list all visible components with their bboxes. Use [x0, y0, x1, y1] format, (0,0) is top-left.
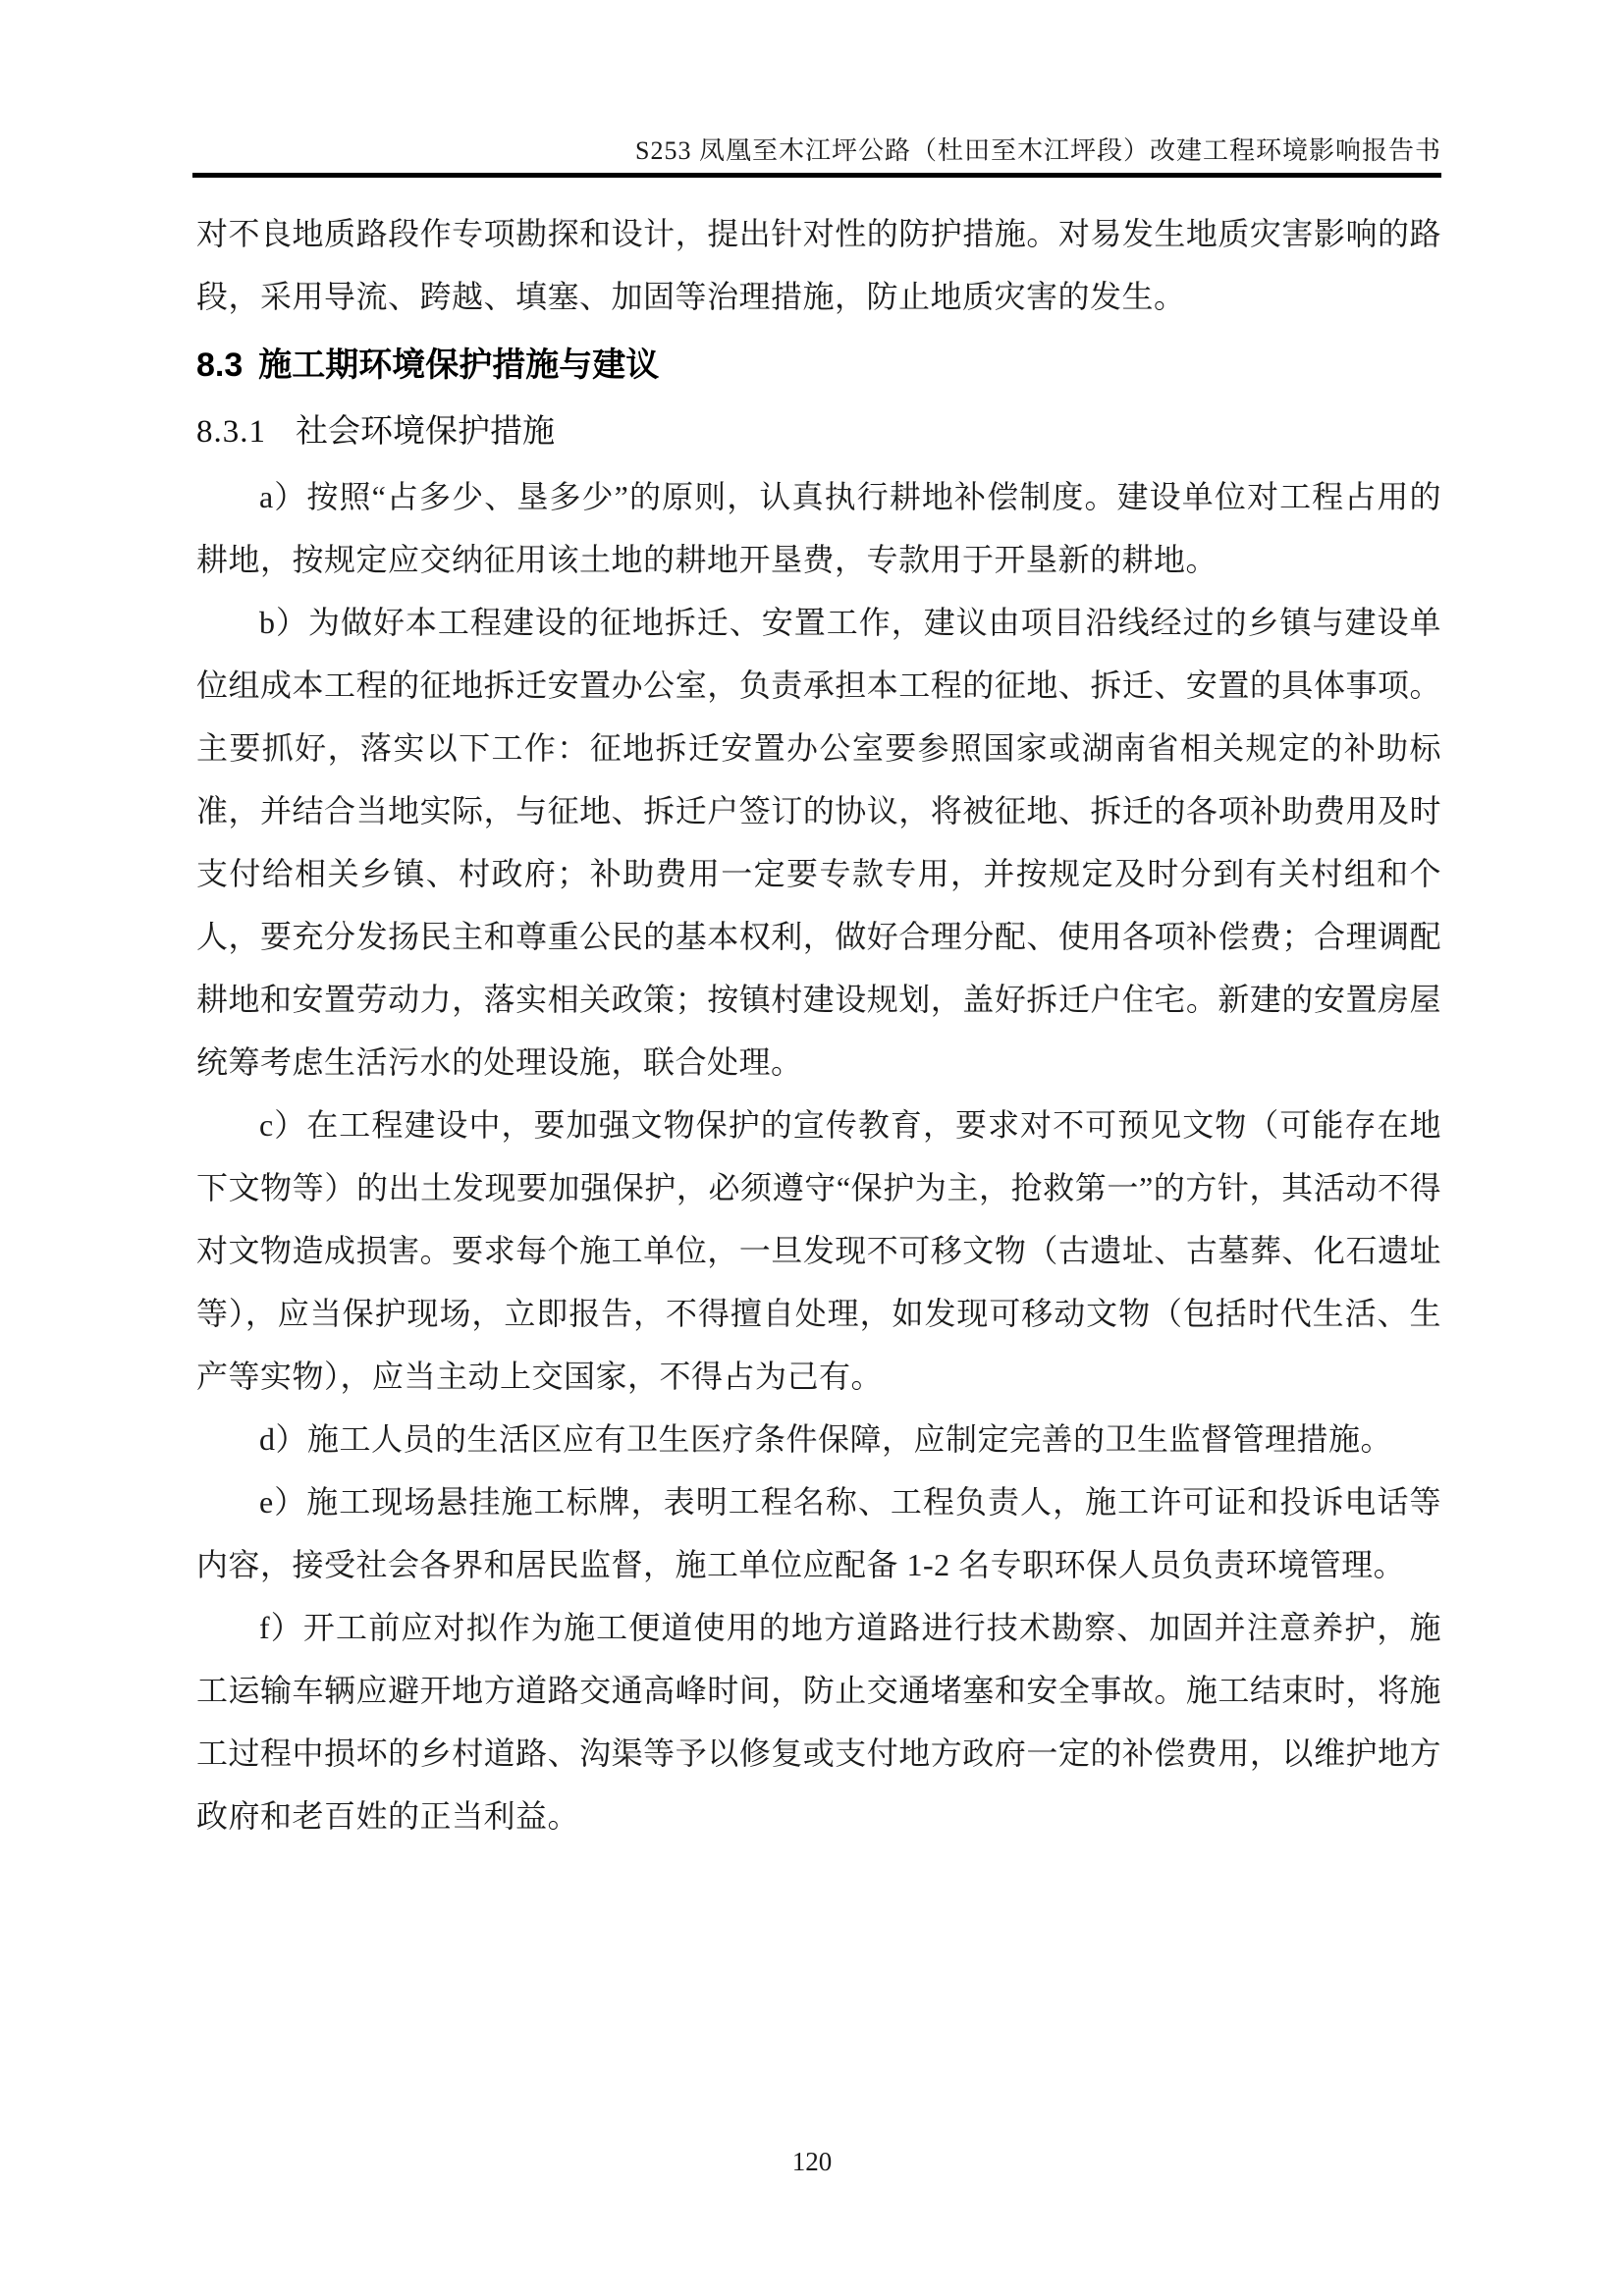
subsection-number: 8.3.1: [196, 414, 266, 450]
paragraph-item-d: d）施工人员的生活区应有卫生医疗条件保障，应制定完善的卫生监督管理措施。: [259, 1421, 1393, 1457]
section-number: 8.3: [196, 347, 244, 384]
paragraph-item-b: b）为做好本工程建设的征地拆迁、安置工作，建议由项目沿线经过的乡镇与建设单位组成本工程的征地拆迁安置办公室，负责承担本工程的征地、拆迁、安置的具体事项。主要抓好，落实以下工作：征地拆迁安置办公室要参照国家或湖南省相关规定的补助标准，并结合当地实际，与征地、拆迁户签订的协议，将被征地、拆迁的各项补助费用及时支付给相关乡镇、村政府；补助费用一定要专款专用，并按规定及时分到有关村组和个人，要充分发扬民主和尊重公民的基本权利，做好合理分配、使用各项补偿费；合理调配耕地和安置劳动力，落实相关政策；按镇村建设规划，盖好拆迁户住宅。新建的安置房屋统筹考虑生活污水的处理设施，联合处理。: [196, 605, 1441, 1080]
paragraph-item-a: a）按照“占多少、垦多少”的原则，认真执行耕地补偿制度。建设单位对工程占用的耕地，按规定应交纳征用该土地的耕地开垦费，专款用于开垦新的耕地。: [196, 479, 1441, 577]
header-rule: [192, 173, 1441, 178]
page-number: 120: [791, 2147, 833, 2176]
section-title: 施工期环境保护措施与建议: [258, 347, 660, 384]
subsection-title: 社会环境保护措施: [296, 414, 555, 450]
page-header: [192, 135, 1441, 178]
page-footer: [0, 2146, 1624, 2177]
section-heading-8-3-1: [196, 400, 1441, 463]
document-body: [196, 202, 1441, 1847]
section-heading-8-3: [196, 334, 1441, 397]
report-header-title: S253 凤凰至木江坪公路（杜田至木江坪段）改建工程环境影响报告书: [635, 136, 1441, 165]
paragraph-item-e: e）施工现场悬挂施工标牌，表明工程名称、工程负责人，施工许可证和投诉电话等内容，接受社会各界和居民监督，施工单位应配备 1-2 名专职环保人员负责环境管理。: [196, 1484, 1441, 1582]
paragraph-item-f: f）开工前应对拟作为施工便道使用的地方道路进行技术勘察、加固并注意养护，施工运输车辆应避开地方道路交通高峰时间，防止交通堵塞和安全事故。施工结束时，将施工过程中损坏的乡村道路、沟渠等予以修复或支付地方政府一定的补偿费用，以维护地方政府和老百姓的正当利益。: [196, 1610, 1441, 1834]
paragraph-item-c: c）在工程建设中，要加强文物保护的宣传教育，要求对不可预见文物（可能存在地下文物等）的出土发现要加强保护，必须遵守“保护为主，抢救第一”的方针，其活动不得对文物造成损害。要求每个施工单位，一旦发现不可移文物（古遗址、古墓葬、化石遗址等），应当保护现场，立即报告，不得擅自处理，如发现可移动文物（包括时代生活、生产等实物），应当主动上交国家，不得占为己有。: [196, 1107, 1441, 1394]
paragraph-geology-continuation: 对不良地质路段作专项勘探和设计，提出针对性的防护措施。对易发生地质灾害影响的路段，采用导流、跨越、填塞、加固等治理措施，防止地质灾害的发生。: [196, 216, 1441, 314]
